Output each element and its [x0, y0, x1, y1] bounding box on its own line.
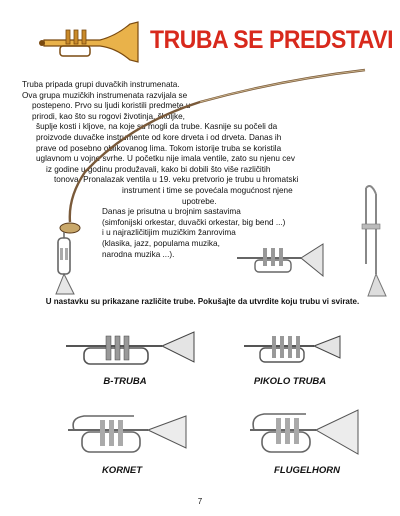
- intro-line: (klasika, jazz, populama muzika,: [102, 238, 220, 248]
- natural-trumpet-illustration: [352, 184, 392, 304]
- page-title: TRUBA SE PREDSTAVI: [150, 26, 394, 54]
- intro-line: proizvode duvačke instrumente od kore drveta i od drveta. Danas ih: [36, 132, 282, 142]
- caption-pikolo: PIKOLO TRUBA: [253, 376, 327, 387]
- title-trumpet-illustration: [38, 18, 150, 68]
- intro-line: prave od posebno oblikovanog lima. Tokom istorije truba se koristila: [36, 143, 282, 153]
- cornet-illustration: [64, 408, 190, 460]
- intro-line: iz godine u godinu produžavali, kako bi dobili što više različitih: [46, 164, 271, 174]
- intro-line: upotrebe.: [182, 196, 217, 206]
- instruction-text: U nastavku su prikazane različite trube. Pokušajte da utvrdite koju trubu vi svirate.: [45, 297, 360, 306]
- caption-kornet: KORNET: [101, 465, 143, 476]
- vertical-cornet-illustration: [50, 232, 82, 300]
- intro-line: Danas je prisutna u brojnim sastavima: [102, 207, 241, 217]
- piccolo-trumpet-illustration: [240, 330, 344, 368]
- page-number: 7: [197, 497, 203, 506]
- intro-line: uglavnom u vojne svrhe. U početku nije imala ventile, zato su njenu cev: [36, 154, 295, 164]
- intro-line: postepeno. Prvo su ljudi koristili predmete u: [32, 101, 191, 111]
- intro-line: i u najrazličitijim muzičkim žanrovima: [102, 228, 236, 238]
- b-trumpet-illustration: [62, 328, 198, 372]
- long-horn-illustration: [30, 62, 370, 237]
- intro-line: prirodi, kao što su rogovi životinja, školjke,: [32, 111, 185, 121]
- caption-flugelhorn: FLUGELHORN: [274, 465, 340, 476]
- intro-line: Truba pripada grupi duvačkih instrumenata.: [22, 80, 180, 89]
- intro-line: instrument i time se povećala mogućnost njene: [122, 185, 293, 195]
- caption-b-truba: B-TRUBA: [103, 376, 147, 387]
- intro-line: narodna muzika ...).: [102, 249, 175, 259]
- intro-line: šuplje kosti i kljove, na koje su mogli da trube. Kasnije su počeli da: [36, 122, 278, 132]
- intro-line: (simfonijski orkestar, duvački orkestar, big bend ...): [102, 217, 286, 227]
- intro-line: Ova grupa muzičkih instrumenata razvijala se: [22, 90, 188, 100]
- flugelhorn-illustration: [246, 402, 362, 462]
- intro-line: tonova. Pronalazak ventila u 19. veku pretvorio je trubu u hromatski: [54, 175, 299, 185]
- modern-trumpet-illustration: [235, 238, 327, 284]
